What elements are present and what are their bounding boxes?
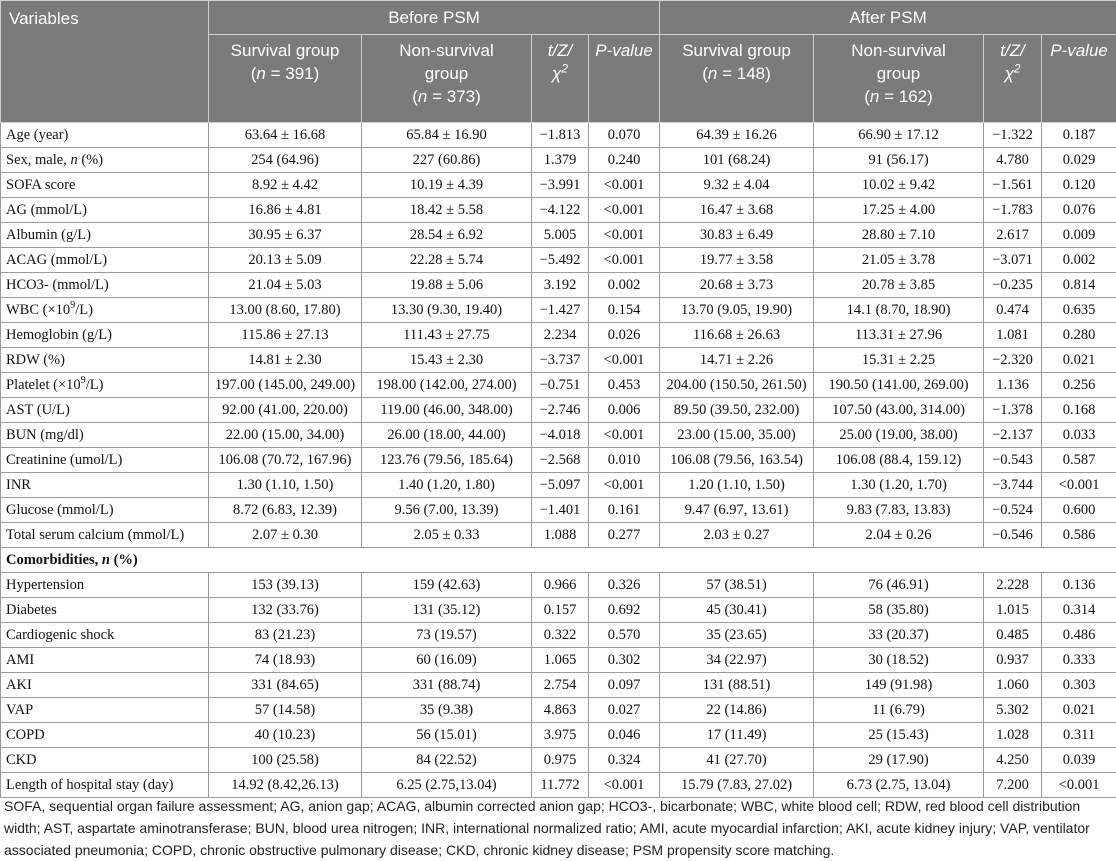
cell-after-survival: 41 (27.70): [660, 748, 814, 773]
cell-before-survival: 14.92 (8.42,26.13): [209, 773, 362, 798]
cell-before-stat: −5.492: [532, 248, 589, 273]
cell-before-survival: 2.07 ± 0.30: [209, 523, 362, 548]
cell-after-pvalue: 0.002: [1042, 248, 1116, 273]
cell-after-survival: 17 (11.49): [660, 723, 814, 748]
cell-before-survival: 21.04 ± 5.03: [209, 273, 362, 298]
table-row: [1, 123, 1116, 148]
cell-after-nonsurvival: 25.00 (19.00, 38.00): [814, 423, 984, 448]
table-row: [1, 248, 1116, 273]
cell-before-pvalue: 0.692: [589, 598, 660, 623]
cell-before-survival: 8.72 (6.83, 12.39): [209, 498, 362, 523]
cell-before-stat: 2.234: [532, 323, 589, 348]
cell-before-pvalue: 0.010: [589, 448, 660, 473]
cell-after-stat: −0.543: [984, 448, 1042, 473]
cell-after-stat: 1.060: [984, 673, 1042, 698]
cell-after-stat: −0.524: [984, 498, 1042, 523]
cell-after-survival: 116.68 ± 26.63: [660, 323, 814, 348]
table-row: [1, 373, 1116, 398]
cell-after-pvalue: 0.280: [1042, 323, 1116, 348]
cell-after-stat: −3.744: [984, 473, 1042, 498]
cell-after-stat: −0.235: [984, 273, 1042, 298]
cell-after-survival: 30.83 ± 6.49: [660, 223, 814, 248]
table-row: [1, 698, 1116, 723]
header-n: (n = 162): [818, 85, 979, 108]
table-row: [1, 498, 1116, 523]
cell-before-stat: 1.379: [532, 148, 589, 173]
row-label: Length of hospital stay (day): [1, 773, 209, 798]
cell-before-nonsurvival: 28.54 ± 6.92: [362, 223, 532, 248]
cell-after-stat: −3.071: [984, 248, 1042, 273]
cell-before-stat: 3.975: [532, 723, 589, 748]
cell-after-stat: 1.015: [984, 598, 1042, 623]
cell-after-stat: −1.561: [984, 173, 1042, 198]
table-row: [1, 748, 1116, 773]
cell-before-nonsurvival: 119.00 (46.00, 348.00): [362, 398, 532, 423]
cell-after-nonsurvival: 11 (6.79): [814, 698, 984, 723]
row-label: AMI: [1, 648, 209, 673]
cell-before-stat: 2.754: [532, 673, 589, 698]
cell-before-survival: 197.00 (145.00, 249.00): [209, 373, 362, 398]
cell-before-nonsurvival: 2.05 ± 0.33: [362, 523, 532, 548]
cell-before-nonsurvival: 35 (9.38): [362, 698, 532, 723]
cell-before-pvalue: 0.326: [589, 573, 660, 598]
cell-after-survival: 57 (38.51): [660, 573, 814, 598]
cell-before-nonsurvival: 331 (88.74): [362, 673, 532, 698]
table-row: [1, 598, 1116, 623]
cell-before-pvalue: 0.154: [589, 298, 660, 323]
cell-before-nonsurvival: 65.84 ± 16.90: [362, 123, 532, 148]
table-row: [1, 448, 1116, 473]
cell-before-pvalue: <0.001: [589, 473, 660, 498]
cell-after-survival: 2.03 ± 0.27: [660, 523, 814, 548]
cell-after-survival: 20.68 ± 3.73: [660, 273, 814, 298]
cell-after-pvalue: 0.187: [1042, 123, 1116, 148]
table-row: [1, 348, 1116, 373]
cell-before-nonsurvival: 123.76 (79.56, 185.64): [362, 448, 532, 473]
cell-after-nonsurvival: 66.90 ± 17.12: [814, 123, 984, 148]
cell-before-nonsurvival: 18.42 ± 5.58: [362, 198, 532, 223]
row-label: Hypertension: [1, 573, 209, 598]
cell-after-stat: −2.137: [984, 423, 1042, 448]
cell-before-survival: 1.30 (1.10, 1.50): [209, 473, 362, 498]
header-label: t/Z/: [988, 39, 1037, 62]
header-group-row: [1, 1, 1116, 35]
cell-before-nonsurvival: 10.19 ± 4.39: [362, 173, 532, 198]
row-label: Glucose (mmol/L): [1, 498, 209, 523]
cell-before-survival: 254 (64.96): [209, 148, 362, 173]
cell-before-stat: −1.401: [532, 498, 589, 523]
cell-after-pvalue: 0.029: [1042, 148, 1116, 173]
cell-after-nonsurvival: 33 (20.37): [814, 623, 984, 648]
cell-after-pvalue: 0.303: [1042, 673, 1116, 698]
cell-before-nonsurvival: 84 (22.52): [362, 748, 532, 773]
cell-after-stat: 4.250: [984, 748, 1042, 773]
cell-before-pvalue: <0.001: [589, 423, 660, 448]
cell-before-pvalue: 0.161: [589, 498, 660, 523]
cell-before-stat: −1.813: [532, 123, 589, 148]
cell-after-survival: 22 (14.86): [660, 698, 814, 723]
header-after-nonsurvival: [814, 35, 984, 123]
header-label: Non-survival: [366, 39, 527, 62]
header-label: group: [818, 62, 979, 85]
row-label: Creatinine (umol/L): [1, 448, 209, 473]
cell-after-survival: 101 (68.24): [660, 148, 814, 173]
cell-before-nonsurvival: 22.28 ± 5.74: [362, 248, 532, 273]
cell-before-nonsurvival: 26.00 (18.00, 44.00): [362, 423, 532, 448]
cell-before-stat: −4.122: [532, 198, 589, 223]
cell-before-survival: 13.00 (8.60, 17.80): [209, 298, 362, 323]
cell-after-nonsurvival: 6.73 (2.75, 13.04): [814, 773, 984, 798]
cell-after-nonsurvival: 58 (35.80): [814, 598, 984, 623]
row-label: CKD: [1, 748, 209, 773]
header-label: Survival group: [664, 39, 809, 62]
table-header: [1, 1, 1116, 123]
cell-before-pvalue: 0.046: [589, 723, 660, 748]
row-label: RDW (%): [1, 348, 209, 373]
cell-after-pvalue: 0.814: [1042, 273, 1116, 298]
cell-after-pvalue: 0.256: [1042, 373, 1116, 398]
cell-before-pvalue: 0.453: [589, 373, 660, 398]
cell-before-pvalue: 0.070: [589, 123, 660, 148]
cell-after-pvalue: 0.021: [1042, 698, 1116, 723]
cell-after-nonsurvival: 91 (56.17): [814, 148, 984, 173]
cell-before-nonsurvival: 6.25 (2.75,13.04): [362, 773, 532, 798]
cell-before-stat: −4.018: [532, 423, 589, 448]
header-after-survival: [660, 35, 814, 123]
cell-after-survival: 14.71 ± 2.26: [660, 348, 814, 373]
cell-after-pvalue: 0.021: [1042, 348, 1116, 373]
cell-after-nonsurvival: 17.25 ± 4.00: [814, 198, 984, 223]
cell-before-survival: 40 (10.23): [209, 723, 362, 748]
cell-before-survival: 100 (25.58): [209, 748, 362, 773]
cell-after-stat: 0.474: [984, 298, 1042, 323]
cell-before-pvalue: <0.001: [589, 348, 660, 373]
cell-after-stat: 4.780: [984, 148, 1042, 173]
row-label: Platelet $(\times 10^9/L)$: [1, 373, 209, 398]
table-row: [1, 298, 1116, 323]
header-after-stat: [984, 35, 1042, 123]
cell-after-stat: −0.546: [984, 523, 1042, 548]
header-n: (n = 391): [213, 62, 357, 85]
header-before-stat: [532, 35, 589, 123]
cell-after-stat: 2.228: [984, 573, 1042, 598]
cell-before-survival: 14.81 ± 2.30: [209, 348, 362, 373]
header-label: $\chi^2$: [536, 62, 584, 85]
cell-before-pvalue: 0.302: [589, 648, 660, 673]
cell-before-nonsurvival: 15.43 ± 2.30: [362, 348, 532, 373]
cell-before-nonsurvival: 227 (60.86): [362, 148, 532, 173]
cell-after-survival: 16.47 ± 3.68: [660, 198, 814, 223]
cell-after-pvalue: 0.635: [1042, 298, 1116, 323]
table-row: [1, 273, 1116, 298]
cell-before-pvalue: <0.001: [589, 248, 660, 273]
cell-before-nonsurvival: 111.43 ± 27.75: [362, 323, 532, 348]
cell-before-pvalue: 0.277: [589, 523, 660, 548]
cell-after-nonsurvival: 29 (17.90): [814, 748, 984, 773]
cell-before-pvalue: <0.001: [589, 223, 660, 248]
cell-after-nonsurvival: 106.08 (88.4, 159.12): [814, 448, 984, 473]
cell-after-stat: 0.937: [984, 648, 1042, 673]
cell-after-nonsurvival: 9.83 (7.83, 13.83): [814, 498, 984, 523]
cell-after-nonsurvival: 21.05 ± 3.78: [814, 248, 984, 273]
row-label: COPD: [1, 723, 209, 748]
cell-after-pvalue: 0.136: [1042, 573, 1116, 598]
cell-after-nonsurvival: 20.78 ± 3.85: [814, 273, 984, 298]
row-label: SOFA score: [1, 173, 209, 198]
cell-after-pvalue: <0.001: [1042, 473, 1116, 498]
cell-after-pvalue: 0.120: [1042, 173, 1116, 198]
header-before-psm: Before PSM: [209, 1, 660, 35]
cell-before-pvalue: 0.570: [589, 623, 660, 648]
header-label: $\chi^2$: [988, 62, 1037, 85]
cell-after-nonsurvival: 2.04 ± 0.26: [814, 523, 984, 548]
table-body: [1, 123, 1116, 798]
cell-before-stat: −1.427: [532, 298, 589, 323]
cell-after-stat: −1.783: [984, 198, 1042, 223]
cell-after-stat: 1.028: [984, 723, 1042, 748]
cell-before-nonsurvival: 73 (19.57): [362, 623, 532, 648]
cell-after-nonsurvival: 113.31 ± 27.96: [814, 323, 984, 348]
cell-before-stat: 1.088: [532, 523, 589, 548]
cell-before-survival: 83 (21.23): [209, 623, 362, 648]
cell-after-nonsurvival: 10.02 ± 9.42: [814, 173, 984, 198]
header-n: (n = 148): [664, 62, 809, 85]
cell-before-stat: 4.863: [532, 698, 589, 723]
cell-after-pvalue: 0.586: [1042, 523, 1116, 548]
cell-after-stat: −1.378: [984, 398, 1042, 423]
cell-before-survival: 132 (33.76): [209, 598, 362, 623]
cell-before-survival: 30.95 ± 6.37: [209, 223, 362, 248]
header-variables: Variables: [1, 1, 209, 123]
cell-before-nonsurvival: 198.00 (142.00, 274.00): [362, 373, 532, 398]
row-label: INR: [1, 473, 209, 498]
cell-after-pvalue: 0.587: [1042, 448, 1116, 473]
cell-after-stat: 7.200: [984, 773, 1042, 798]
row-label: AST (U/L): [1, 398, 209, 423]
row-label: Diabetes: [1, 598, 209, 623]
cell-after-nonsurvival: 190.50 (141.00, 269.00): [814, 373, 984, 398]
cell-after-survival: 15.79 (7.83, 27.02): [660, 773, 814, 798]
cell-after-nonsurvival: 15.31 ± 2.25: [814, 348, 984, 373]
cell-after-survival: 34 (22.97): [660, 648, 814, 673]
cell-after-nonsurvival: 30 (18.52): [814, 648, 984, 673]
cell-after-pvalue: 0.486: [1042, 623, 1116, 648]
header-before-survival: [209, 35, 362, 123]
cell-after-nonsurvival: 25 (15.43): [814, 723, 984, 748]
cell-before-stat: −3.991: [532, 173, 589, 198]
cell-after-nonsurvival: 149 (91.98): [814, 673, 984, 698]
row-label: Sex, male, n (%): [1, 148, 209, 173]
table-row: [1, 623, 1116, 648]
cell-after-survival: 89.50 (39.50, 232.00): [660, 398, 814, 423]
cell-after-survival: 23.00 (15.00, 35.00): [660, 423, 814, 448]
cell-before-stat: 3.192: [532, 273, 589, 298]
row-label: ACAG (mmol/L): [1, 248, 209, 273]
cell-after-pvalue: 0.333: [1042, 648, 1116, 673]
header-label: group: [366, 62, 527, 85]
cell-before-stat: −5.097: [532, 473, 589, 498]
cell-before-stat: 1.065: [532, 648, 589, 673]
cell-before-stat: −2.568: [532, 448, 589, 473]
cell-before-stat: 0.966: [532, 573, 589, 598]
row-label: Cardiogenic shock: [1, 623, 209, 648]
row-label: Comorbidities, n (%): [1, 548, 1116, 573]
cell-before-nonsurvival: 9.56 (7.00, 13.39): [362, 498, 532, 523]
cell-after-survival: 204.00 (150.50, 261.50): [660, 373, 814, 398]
cell-before-pvalue: <0.001: [589, 173, 660, 198]
table-row: [1, 423, 1116, 448]
cell-after-nonsurvival: 1.30 (1.20, 1.70): [814, 473, 984, 498]
header-before-nonsurvival: [362, 35, 532, 123]
table-row: [1, 773, 1116, 798]
cell-after-nonsurvival: 76 (46.91): [814, 573, 984, 598]
cell-after-stat: 0.485: [984, 623, 1042, 648]
cell-before-stat: −2.746: [532, 398, 589, 423]
cell-after-pvalue: <0.001: [1042, 773, 1116, 798]
row-label: AG (mmol/L): [1, 198, 209, 223]
header-label: t/Z/: [536, 39, 584, 62]
cell-after-survival: 64.39 ± 16.26: [660, 123, 814, 148]
cell-after-pvalue: 0.033: [1042, 423, 1116, 448]
cell-after-survival: 9.47 (6.97, 13.61): [660, 498, 814, 523]
cell-before-survival: 16.86 ± 4.81: [209, 198, 362, 223]
cell-before-nonsurvival: 131 (35.12): [362, 598, 532, 623]
table-row: [1, 648, 1116, 673]
cell-before-pvalue: <0.001: [589, 198, 660, 223]
cell-after-nonsurvival: 14.1 (8.70, 18.90): [814, 298, 984, 323]
cell-before-pvalue: 0.240: [589, 148, 660, 173]
cell-after-survival: 1.20 (1.10, 1.50): [660, 473, 814, 498]
cell-after-pvalue: 0.009: [1042, 223, 1116, 248]
table-row: [1, 398, 1116, 423]
cell-after-nonsurvival: 28.80 ± 7.10: [814, 223, 984, 248]
cell-before-survival: 74 (18.93): [209, 648, 362, 673]
cell-before-pvalue: <0.001: [589, 773, 660, 798]
cell-before-survival: 331 (84.65): [209, 673, 362, 698]
table-row: [1, 223, 1116, 248]
cell-after-pvalue: 0.314: [1042, 598, 1116, 623]
cell-after-nonsurvival: 107.50 (43.00, 314.00): [814, 398, 984, 423]
header-after-psm: After PSM: [660, 1, 1116, 35]
table-row: [1, 323, 1116, 348]
cell-after-pvalue: 0.600: [1042, 498, 1116, 523]
header-label: Survival group: [213, 39, 357, 62]
cell-before-stat: 11.772: [532, 773, 589, 798]
cell-before-nonsurvival: 60 (16.09): [362, 648, 532, 673]
table-row: [1, 148, 1116, 173]
table-row: [1, 473, 1116, 498]
cell-after-pvalue: 0.311: [1042, 723, 1116, 748]
cell-after-survival: 45 (30.41): [660, 598, 814, 623]
cell-after-pvalue: 0.076: [1042, 198, 1116, 223]
header-before-pvalue: P-value: [589, 35, 660, 123]
row-label: VAP: [1, 698, 209, 723]
cell-before-stat: −0.751: [532, 373, 589, 398]
row-label: WBC $(\times 10^9/L)$: [1, 298, 209, 323]
cell-before-survival: 92.00 (41.00, 220.00): [209, 398, 362, 423]
row-label: Albumin (g/L): [1, 223, 209, 248]
cell-before-nonsurvival: 56 (15.01): [362, 723, 532, 748]
cell-before-survival: 115.86 ± 27.13: [209, 323, 362, 348]
row-label: HCO3- (mmol/L): [1, 273, 209, 298]
header-after-pvalue: P-value: [1042, 35, 1116, 123]
table-row: [1, 673, 1116, 698]
cell-before-pvalue: 0.097: [589, 673, 660, 698]
row-label: BUN (mg/dl): [1, 423, 209, 448]
cell-before-nonsurvival: 19.88 ± 5.06: [362, 273, 532, 298]
table-row: [1, 523, 1116, 548]
cell-before-stat: 5.005: [532, 223, 589, 248]
cell-before-pvalue: 0.027: [589, 698, 660, 723]
cell-after-survival: 131 (88.51): [660, 673, 814, 698]
cell-after-survival: 35 (23.65): [660, 623, 814, 648]
cell-before-nonsurvival: 159 (42.63): [362, 573, 532, 598]
cell-before-stat: 0.975: [532, 748, 589, 773]
cell-after-stat: −2.320: [984, 348, 1042, 373]
cell-before-stat: 0.322: [532, 623, 589, 648]
cell-after-survival: 19.77 ± 3.58: [660, 248, 814, 273]
cell-after-stat: 2.617: [984, 223, 1042, 248]
cell-before-pvalue: 0.006: [589, 398, 660, 423]
cell-before-stat: −3.737: [532, 348, 589, 373]
cell-after-stat: 5.302: [984, 698, 1042, 723]
cell-after-survival: 13.70 (9.05, 19.90): [660, 298, 814, 323]
header-n: (n = 373): [366, 85, 527, 108]
section-header-row: [1, 548, 1116, 573]
table-row: [1, 573, 1116, 598]
table-row: [1, 173, 1116, 198]
cell-before-survival: 63.64 ± 16.68: [209, 123, 362, 148]
cell-before-nonsurvival: 1.40 (1.20, 1.80): [362, 473, 532, 498]
cell-before-survival: 8.92 ± 4.42: [209, 173, 362, 198]
cell-after-pvalue: 0.168: [1042, 398, 1116, 423]
row-label: Total serum calcium (mmol/L): [1, 523, 209, 548]
row-label: Hemoglobin (g/L): [1, 323, 209, 348]
header-label: Non-survival: [818, 39, 979, 62]
cell-after-pvalue: 0.039: [1042, 748, 1116, 773]
row-label: AKI: [1, 673, 209, 698]
cell-after-survival: 106.08 (79.56, 163.54): [660, 448, 814, 473]
cell-before-pvalue: 0.026: [589, 323, 660, 348]
cell-before-survival: 22.00 (15.00, 34.00): [209, 423, 362, 448]
cell-after-stat: 1.136: [984, 373, 1042, 398]
table-row: [1, 198, 1116, 223]
cell-after-survival: 9.32 ± 4.04: [660, 173, 814, 198]
cell-after-stat: −1.322: [984, 123, 1042, 148]
cell-after-stat: 1.081: [984, 323, 1042, 348]
cell-before-survival: 153 (39.13): [209, 573, 362, 598]
row-label: Age (year): [1, 123, 209, 148]
table-row: [1, 723, 1116, 748]
cell-before-pvalue: 0.002: [589, 273, 660, 298]
cell-before-survival: 106.08 (70.72, 167.96): [209, 448, 362, 473]
cell-before-stat: 0.157: [532, 598, 589, 623]
cell-before-pvalue: 0.324: [589, 748, 660, 773]
table-footnote: SOFA, sequential organ failure assessment; AG, anion gap; ACAG, albumin corrected anion gap; HCO3-, bicarbonate; WBC, white blood cell; RDW, red blood cell distribution width; AST, aspartate aminotransferase; BUN, blood urea nitrogen; INR, international normalized ratio; AMI, acute myocardial infarction; AKI, acute kidney injury; VAP, ventilator associated pneumonia; COPD, chronic obstructive pulmonary disease; CKD, chronic kidney disease; PSM propensity score matching.: [4, 795, 1112, 861]
cell-before-survival: 20.13 ± 5.09: [209, 248, 362, 273]
cell-before-nonsurvival: 13.30 (9.30, 19.40): [362, 298, 532, 323]
cell-before-survival: 57 (14.58): [209, 698, 362, 723]
